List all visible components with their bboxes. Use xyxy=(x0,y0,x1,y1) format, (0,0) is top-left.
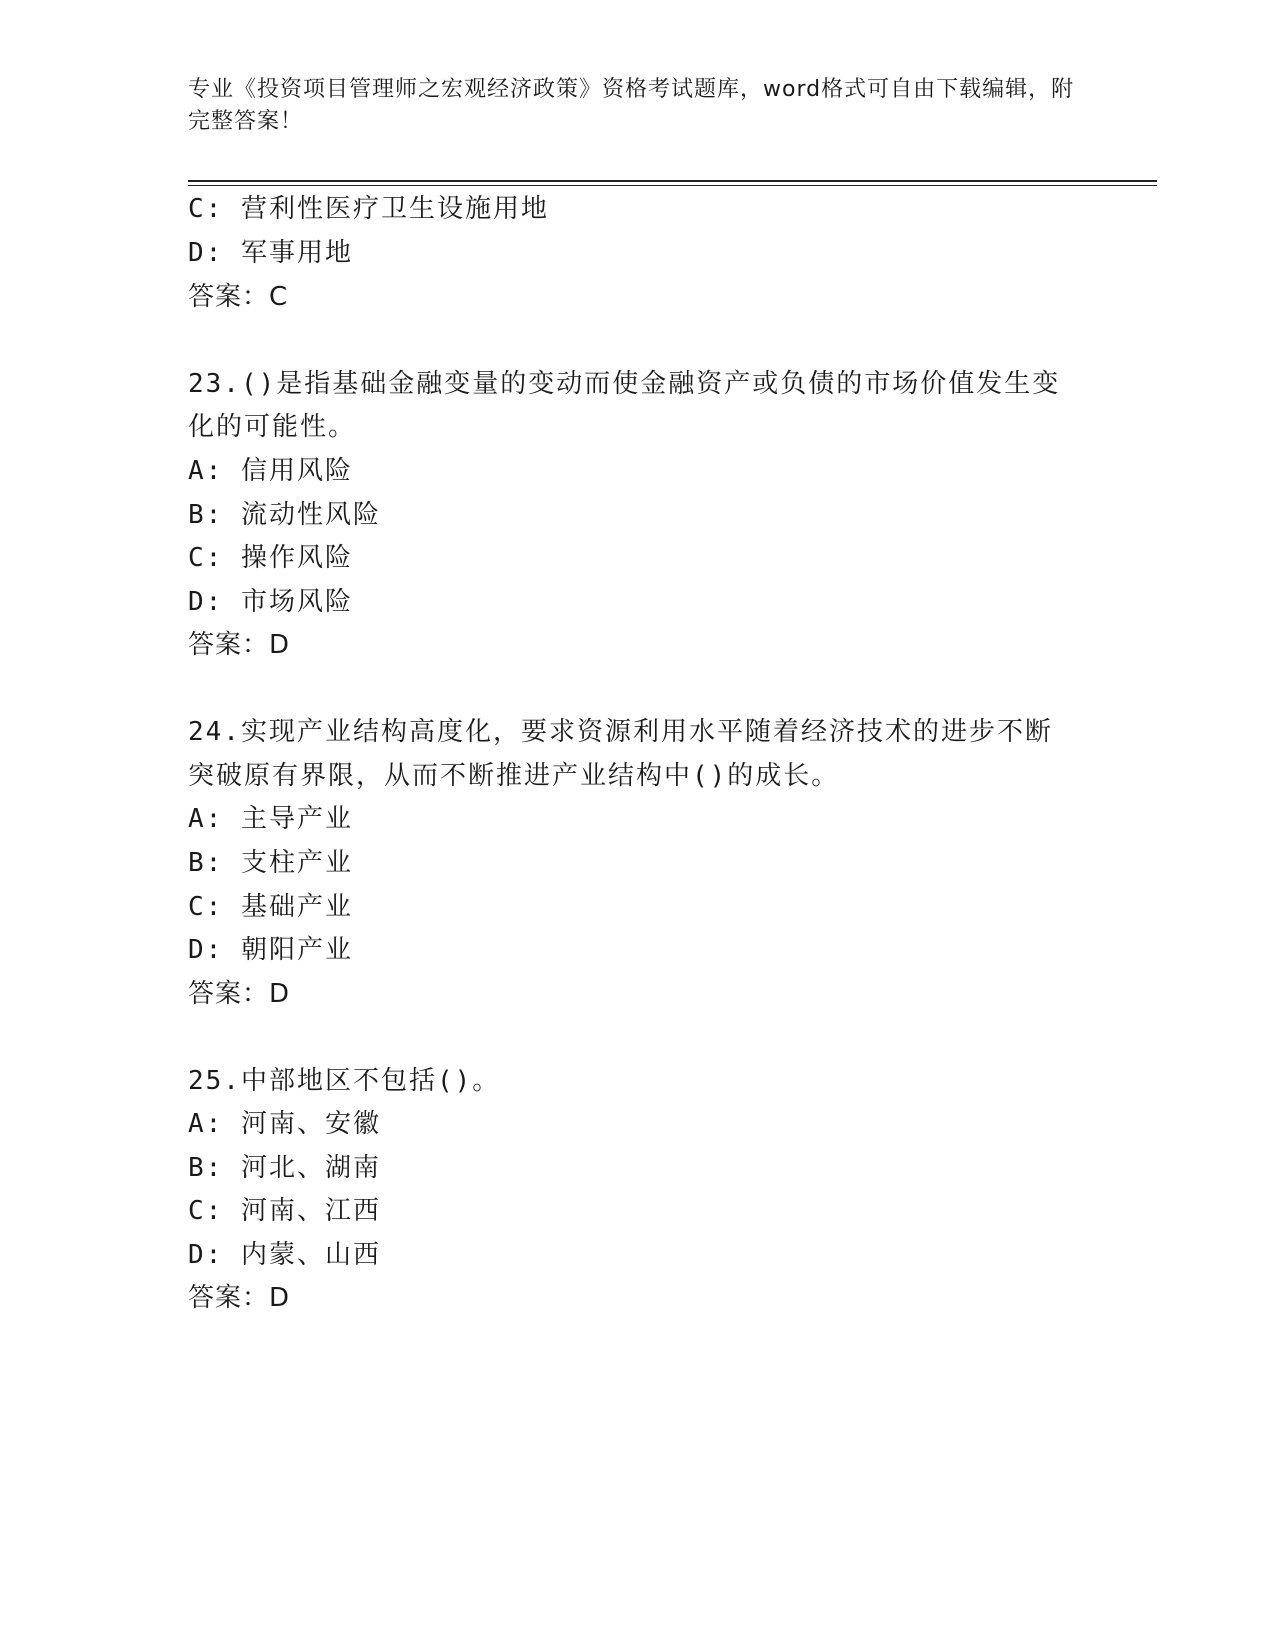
q23-option-b: B: 流动性风险 xyxy=(188,500,381,530)
q24-stem-line1: 24.实现产业结构高度化，要求资源利用水平随着经济技术的进步不断 xyxy=(188,717,1053,747)
q23-stem-line1: 23.()是指基础金融变量的变动而使金融资产或负债的市场价值发生变 xyxy=(188,369,1061,399)
prev-option-d: D: 军事用地 xyxy=(188,238,353,268)
q23-option-d: D: 市场风险 xyxy=(188,587,353,617)
q24-stem-line2: 突破原有界限，从而不断推进产业结构中()的成长。 xyxy=(188,761,840,791)
q25-stem: 25.中部地区不包括()。 xyxy=(188,1066,501,1096)
q25-answer: 答案：D xyxy=(188,1283,291,1313)
header-divider-thin xyxy=(188,185,1157,186)
prev-option-c: C: 营利性医疗卫生设施用地 xyxy=(188,194,549,224)
q24-answer: 答案：D xyxy=(188,979,291,1009)
q23-stem-line2: 化的可能性。 xyxy=(188,412,357,442)
q23-answer: 答案：D xyxy=(188,630,291,660)
q25-option-a: A: 河南、安徽 xyxy=(188,1109,381,1139)
prev-answer: 答案：C xyxy=(188,282,289,312)
q23-option-c: C: 操作风险 xyxy=(188,543,353,573)
header-divider-thick xyxy=(188,180,1157,182)
q24-option-c: C: 基础产业 xyxy=(188,892,353,922)
q25-option-b: B: 河北、湖南 xyxy=(188,1153,381,1183)
document-header: 专业《投资项目管理师之宏观经济政策》资格考试题库，word格式可自由下载编辑，附完整答案！ xyxy=(188,77,1075,134)
q23-option-a: A: 信用风险 xyxy=(188,456,353,486)
q24-option-b: B: 支柱产业 xyxy=(188,848,353,878)
q25-option-c: C: 河南、江西 xyxy=(188,1196,381,1226)
q24-option-d: D: 朝阳产业 xyxy=(188,935,353,965)
q24-option-a: A: 主导产业 xyxy=(188,804,353,834)
q25-option-d: D: 内蒙、山西 xyxy=(188,1240,381,1270)
